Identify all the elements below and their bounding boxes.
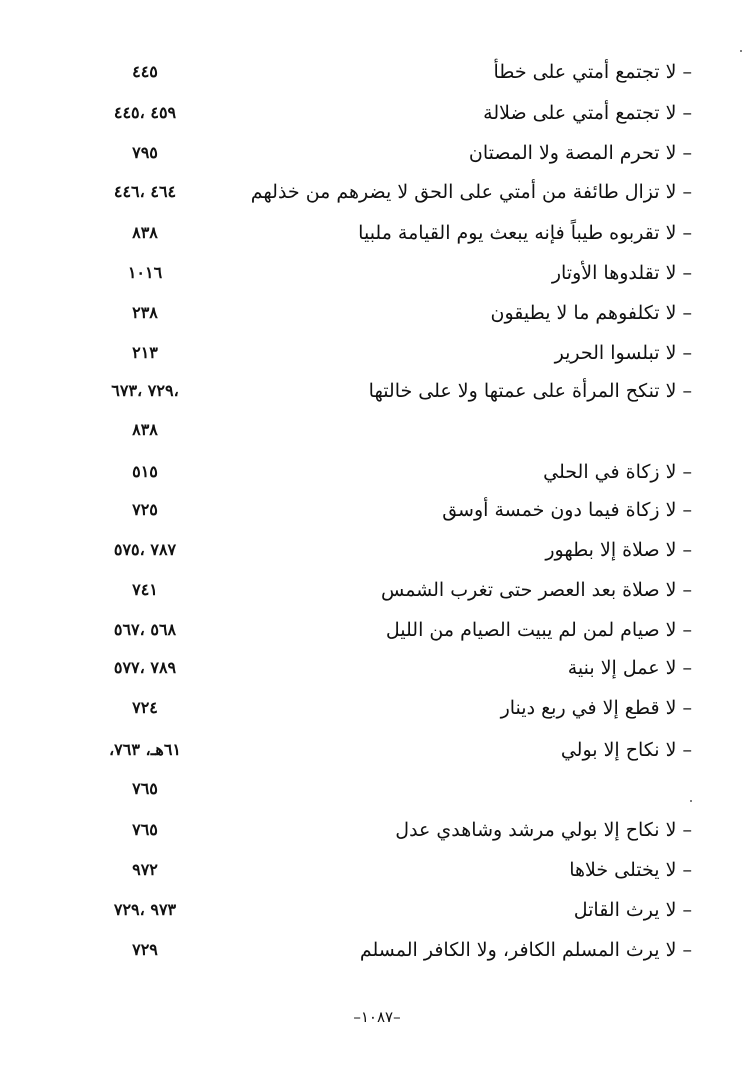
entry-text: – لا نكاح إلا بولي (560, 739, 692, 761)
entry-pages: ٧٢٥ (132, 500, 158, 519)
index-entry (0, 933, 754, 967)
entry-pages: ٧٦٥ (132, 820, 158, 839)
index-entry (0, 813, 754, 847)
entry-text: – لا تبلسوا الحرير (554, 342, 692, 364)
entry-pages: ٨٣٨ (132, 223, 158, 242)
entry-text: – لا تزال طائفة من أمتي على الحق لا يضرهم من خذلهم (250, 181, 692, 203)
entry-pages: ٤٤٥ (132, 62, 158, 81)
entry-pages: ٩٧٣ ،٧٢٩ (113, 900, 177, 919)
entry-text: – لا تحرم المصة ولا المصتان (468, 142, 692, 164)
index-entry (0, 55, 754, 89)
index-entry (0, 651, 754, 685)
entry-pages: ٧٤١ (132, 580, 158, 599)
entry-pages: ،٧٢٩ ،٦٧٣ (111, 381, 179, 400)
index-entry (0, 296, 754, 330)
entry-pages: ١٠١٦ (127, 263, 163, 282)
entry-pages: ٢١٣ (132, 343, 158, 362)
entry-pages: ٧٨٩ ،٥٧٧ (113, 658, 177, 677)
entry-text: – لا تنكح المرأة على عمتها ولا على خالتها (368, 380, 692, 402)
speck (740, 50, 742, 52)
entry-pages: ٤٦٤ ،٤٤٦ (113, 182, 177, 201)
index-entry (0, 175, 754, 209)
entry-text: – لا صلاة بعد العصر حتى تغرب الشمس (380, 579, 692, 601)
index-entry (0, 613, 754, 647)
entry-text: – لا زكاة في الحلي (543, 461, 692, 483)
entry-text: – لا زكاة فيما دون خمسة أوسق (442, 499, 692, 521)
entry-pages: ٩٧٢ (132, 860, 158, 879)
index-entry (0, 374, 754, 408)
entry-text: – لا يختلى خلاها (569, 859, 692, 881)
entry-text: – لا يرث القاتل (573, 899, 692, 921)
speck (690, 800, 692, 802)
entry-text: – لا تكلفوهم ما لا يطيقون (490, 302, 692, 324)
index-entry (0, 455, 754, 489)
entry-text: – لا قطع إلا في ربع دينار (500, 697, 692, 719)
index-entry (0, 493, 754, 527)
entry-text: – لا صيام لمن لم يبيت الصيام من الليل (385, 619, 692, 641)
index-entry (0, 96, 754, 130)
entry-pages: ٧٨٧ ،٥٧٥ (113, 540, 177, 559)
entry-pages: ٧٢٤ (132, 698, 158, 717)
entry-pages: ٥٦٨ ،٥٦٧ (113, 620, 177, 639)
entry-pages: ٧٩٥ (132, 143, 158, 162)
entry-text: – لا تجتمع أمتي على خطأ (493, 61, 692, 83)
index-entry (0, 733, 754, 767)
index-entry (0, 533, 754, 567)
entry-pages: ٨٣٨ (132, 420, 158, 439)
entry-text: – لا يرث المسلم الكافر، ولا الكافر المسلم (359, 939, 692, 961)
entry-text: – لا تجتمع أمتي على ضلالة (483, 102, 692, 124)
index-entry (0, 691, 754, 725)
entry-text: – لا نكاح إلا بولي مرشد وشاهدي عدل (395, 819, 692, 841)
index-entry (0, 413, 754, 447)
index-entry (0, 853, 754, 887)
index-entry (0, 216, 754, 250)
page-number: –١٠٨٧– (353, 1008, 401, 1026)
index-entry (0, 573, 754, 607)
entry-text: – لا صلاة إلا بطهور (545, 539, 692, 561)
entry-text: – لا عمل إلا بنية (567, 657, 692, 679)
entry-pages: ٥١٥ (132, 462, 158, 481)
index-entry (0, 136, 754, 170)
entry-pages: ٧٦٥ (132, 779, 158, 798)
entry-text: – لا تقلدوها الأوتار (551, 262, 692, 284)
index-entry (0, 256, 754, 290)
entry-pages: ٧٢٩ (132, 940, 158, 959)
index-entry (0, 772, 754, 806)
entry-text: – لا تقربوه طيباً فإنه يبعث يوم القيامة ملبيا (358, 222, 692, 244)
index-entry (0, 336, 754, 370)
entry-pages: ٤٥٩ ،٤٤٥ (113, 103, 177, 122)
entry-pages: ٢٣٨ (132, 303, 158, 322)
entry-pages: ٦١هـ، ٧٦٣، (109, 740, 181, 759)
index-entry (0, 893, 754, 927)
